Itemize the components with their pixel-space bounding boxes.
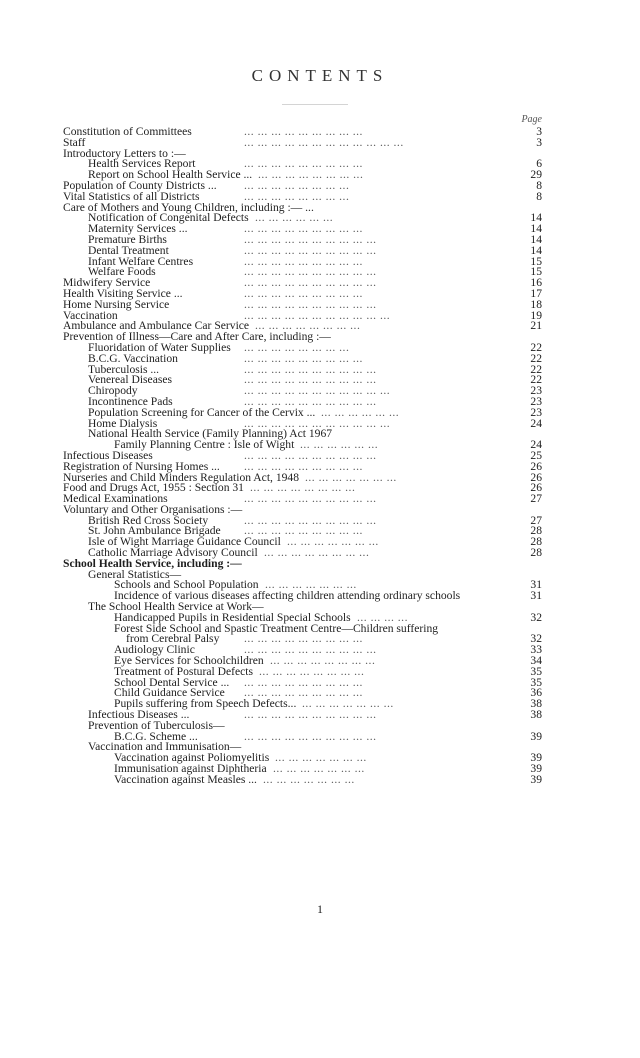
leader-dots: ... ... ... ... ... ... ... ... ... xyxy=(244,286,363,300)
toc-entry-page: 22 xyxy=(530,362,542,376)
toc-entry-title: Dental Treatment xyxy=(88,243,169,257)
toc-entry-title: School Dental Service ... xyxy=(114,675,230,689)
leader-dots: ... ... ... ... ... ... ... ... ... xyxy=(244,686,363,700)
toc-entry-title: B.C.G. Scheme ... xyxy=(114,729,198,743)
leader-dots: ... ... ... ... ... ... xyxy=(321,405,400,419)
toc-entry-title: Introductory Letters to :— xyxy=(63,146,186,160)
toc-entry-title: Voluntary and Other Organisations :— xyxy=(63,502,243,516)
toc-entry-title: Tuberculosis ... xyxy=(88,362,160,376)
toc-entry xyxy=(0,720,640,731)
toc-entry-title: Population Screening for Cancer of the Cervix ... xyxy=(88,405,316,419)
toc-entry-title: Child Guidance Service xyxy=(114,686,225,700)
leader-dots: ... ... ... ... ... ... ... xyxy=(273,762,365,776)
toc-entry-title: Vaccination and Immunisation— xyxy=(88,740,242,754)
toc-entry-page: 14 xyxy=(530,222,542,236)
toc-entry-page: 38 xyxy=(530,697,542,711)
leader-dots: ... ... ... ... ... ... ... ... ... ... xyxy=(244,708,377,722)
leader-dots: ... ... ... ... ... ... ... ... ... xyxy=(244,524,363,538)
toc-entry-title: Midwifery Service xyxy=(63,276,151,290)
toc-entry-page: 28 xyxy=(530,546,542,560)
leader-dots: ... ... ... ... ... ... ... ... xyxy=(250,481,356,495)
toc-entry-title: Incontinence Pads xyxy=(88,394,173,408)
toc-entry-page: 24 xyxy=(530,416,542,430)
toc-entry-title: General Statistics— xyxy=(88,567,182,581)
toc-entry-page: 26 xyxy=(530,470,542,484)
toc-entry-title: Audiology Clinic xyxy=(114,643,195,657)
toc-entry-page: 21 xyxy=(530,319,542,333)
toc-entry-title: from Cerebral Palsy xyxy=(126,632,220,646)
leader-dots: ... ... ... ... ... ... ... ... xyxy=(244,178,350,192)
toc-entry-title: Catholic Marriage Advisory Council xyxy=(88,546,258,560)
toc-entry-page: 15 xyxy=(530,265,542,279)
toc-entry-page: 35 xyxy=(530,664,542,678)
leader-dots: ... ... ... ... ... ... ... ... ... ... ... xyxy=(244,384,391,398)
leader-dots: ... ... ... ... ... ... ... ... ... ... xyxy=(244,448,377,462)
toc-entry-title: Report on School Health Service ... xyxy=(88,168,253,182)
toc-entry-page: 28 xyxy=(530,535,542,549)
toc-entry-page: 14 xyxy=(530,243,542,257)
leader-dots: ... ... ... ... ... ... ... ... ... ... xyxy=(244,492,377,506)
toc-entry-page: 14 xyxy=(530,232,542,246)
toc-entry-title: Family Planning Centre : Isle of Wight xyxy=(114,438,295,452)
toc-entry-title: Incidence of various diseases affecting children attending ordinary schools xyxy=(114,589,461,603)
toc-entry-title: British Red Cross Society xyxy=(88,513,209,527)
toc-entry-title: Health Services Report xyxy=(88,157,196,171)
toc-entry-title: Nurseries and Child Minders Regulation Act, 1948 xyxy=(63,470,300,484)
toc-entry xyxy=(0,299,640,310)
toc-entry-page: 14 xyxy=(530,211,542,225)
toc-entry-title: Fluoridation of Water Supplies xyxy=(88,340,231,354)
table-of-contents xyxy=(0,126,640,785)
leader-dots: ... ... ... ... ... ... ... ... ... ... xyxy=(244,362,377,376)
leader-dots: ... ... ... ... ... ... ... ... xyxy=(255,319,361,333)
leader-dots: ... ... ... ... ... ... ... xyxy=(265,578,357,592)
leader-dots: ... ... ... ... ... ... ... ... ... ... xyxy=(244,373,377,387)
leader-dots: ... ... ... ... ... ... ... xyxy=(263,772,355,786)
toc-entry-title: School Health Service, including :— xyxy=(63,556,242,570)
leader-dots: ... ... ... ... ... ... xyxy=(300,438,379,452)
toc-entry-title: Isle of Wight Marriage Guidance Council xyxy=(88,535,281,549)
leader-dots: ... ... ... ... ... ... ... ... ... ... ... xyxy=(244,308,391,322)
toc-entry-title: Prevention of Tuberculosis— xyxy=(88,718,225,732)
toc-entry-page: 36 xyxy=(530,686,542,700)
leader-dots: ... ... ... ... ... ... ... ... ... ... xyxy=(244,297,377,311)
toc-entry-title: Chiropody xyxy=(88,384,138,398)
toc-entry-title: Venereal Diseases xyxy=(88,373,173,387)
toc-entry-title: Vaccination xyxy=(63,308,118,322)
toc-entry-title: Medical Examinations xyxy=(63,492,168,506)
toc-entry-title: Infant Welfare Centres xyxy=(88,254,194,268)
leader-dots: ... ... ... ... ... ... ... ... ... ... xyxy=(244,513,377,527)
leader-dots: ... ... ... ... ... ... ... ... ... xyxy=(244,157,363,171)
toc-entry-title: Constitution of Committees xyxy=(63,125,192,138)
toc-entry-page: 32 xyxy=(530,610,542,624)
toc-entry-title: Ambulance and Ambulance Car Service xyxy=(63,319,250,333)
toc-entry-title: Treatment of Postural Defects xyxy=(114,664,253,678)
toc-entry-page: 18 xyxy=(530,297,542,311)
toc-entry-page: 35 xyxy=(530,675,542,689)
leader-dots: ... ... ... ... ... ... ... xyxy=(302,697,394,711)
toc-entry-title: Pupils suffering from Speech Defects... xyxy=(114,697,297,711)
toc-entry-title: Eye Services for Schoolchildren xyxy=(114,654,264,668)
toc-entry-page: 24 xyxy=(530,438,542,452)
leader-dots: ... ... ... ... ... ... ... ... ... ... xyxy=(244,643,377,657)
toc-entry-title: Home Nursing Service xyxy=(63,297,170,311)
toc-entry-page: 31 xyxy=(530,578,542,592)
leader-dots: ... ... ... ... ... ... ... ... ... ... xyxy=(244,232,377,246)
toc-entry-page: 31 xyxy=(530,589,542,603)
leader-dots: ... ... ... ... ... ... ... ... ... ... ... ... xyxy=(244,135,404,149)
toc-entry-page: 38 xyxy=(530,708,542,722)
toc-entry-page: 22 xyxy=(530,373,542,387)
toc-entry-page: 15 xyxy=(530,254,542,268)
leader-dots: ... ... ... ... ... ... ... ... ... xyxy=(244,675,363,689)
toc-entry-page: 29 xyxy=(530,168,542,182)
toc-entry xyxy=(0,353,640,364)
toc-entry-title: Prevention of Illness—Care and After Care, including :— xyxy=(63,330,331,344)
leader-dots: ... ... ... ... ... ... xyxy=(255,211,334,225)
toc-entry-title: The School Health Service at Work— xyxy=(88,600,264,614)
toc-entry xyxy=(0,137,640,148)
leader-dots: ... ... ... ... ... ... ... ... ... ... xyxy=(244,265,377,279)
leader-dots: ... ... ... ... ... ... ... ... xyxy=(258,168,364,182)
leader-dots: ... ... ... ... ... ... ... ... ... ... xyxy=(244,243,377,257)
toc-entry xyxy=(0,774,640,785)
leader-dots: ... ... ... ... ... ... ... ... xyxy=(270,654,376,668)
toc-entry-page: 26 xyxy=(530,481,542,495)
toc-entry-title: Infectious Diseases ... xyxy=(88,708,190,722)
page-title: CONTENTS xyxy=(251,66,389,85)
toc-entry-title: Notification of Congenital Defects xyxy=(88,211,249,225)
toc-entry-title: Forest Side School and Spastic Treatment Centre—Children suffering xyxy=(114,621,439,635)
title-divider xyxy=(282,104,348,105)
page-number: 1 xyxy=(317,902,323,916)
leader-dots: ... ... ... ... ... ... ... ... ... ... xyxy=(244,729,377,743)
toc-entry-title: Premature Births xyxy=(88,232,167,246)
leader-dots: ... ... ... ... ... ... ... xyxy=(287,535,379,549)
toc-entry-page: 22 xyxy=(530,351,542,365)
toc-entry-title: Home Dialysis xyxy=(88,416,158,430)
toc-entry-page: 17 xyxy=(530,286,542,300)
toc-entry-title: Population of County Districts ... xyxy=(63,178,217,192)
toc-entry-title: Handicapped Pupils in Residential Special Schools xyxy=(114,610,351,624)
toc-entry-title: Schools and School Population xyxy=(114,578,259,592)
leader-dots: ... ... ... ... ... ... ... ... ... xyxy=(244,222,363,236)
toc-entry xyxy=(0,245,640,256)
toc-entry-page: 26 xyxy=(530,459,542,473)
toc-entry-title: Care of Mothers and Young Children, including :— ... xyxy=(63,200,314,214)
toc-entry-title: St. John Ambulance Brigade xyxy=(88,524,221,538)
toc-entry-page: 3 xyxy=(536,125,542,138)
toc-entry-title: Maternity Services ... xyxy=(88,222,188,236)
toc-entry-page: 19 xyxy=(530,308,542,322)
toc-entry-title: Infectious Diseases xyxy=(63,448,153,462)
toc-entry-page: 25 xyxy=(530,448,542,462)
toc-entry-page: 27 xyxy=(530,492,542,506)
toc-entry-page: 8 xyxy=(536,178,542,192)
toc-entry-page: 22 xyxy=(530,340,542,354)
toc-entry-title: Vaccination against Poliomyelitis xyxy=(114,751,270,765)
toc-entry-page: 39 xyxy=(530,729,542,743)
toc-entry-title: Vital Statistics of all Districts xyxy=(63,189,200,203)
toc-entry-title: Health Visiting Service ... xyxy=(63,286,183,300)
leader-dots: ... ... ... ... ... ... ... xyxy=(275,751,367,765)
leader-dots: ... ... ... ... ... ... ... ... ... xyxy=(244,459,363,473)
toc-entry-title: Immunisation against Diphtheria xyxy=(114,762,267,776)
toc-entry-page: 6 xyxy=(536,157,542,171)
toc-entry-page: 16 xyxy=(530,276,542,290)
toc-entry xyxy=(0,407,640,418)
leader-dots: ... ... ... ... ... ... ... ... xyxy=(264,546,370,560)
leader-dots: ... ... ... ... ... ... ... ... ... xyxy=(244,254,363,268)
toc-entry-page: 34 xyxy=(530,654,542,668)
leader-dots: ... ... ... ... ... ... ... ... xyxy=(244,189,350,203)
leader-dots: ... ... ... ... xyxy=(357,610,408,624)
leader-dots: ... ... ... ... ... ... ... ... xyxy=(244,340,350,354)
leader-dots: ... ... ... ... ... ... ... xyxy=(305,470,397,484)
toc-entry-title: B.C.G. Vaccination xyxy=(88,351,178,365)
toc-entry-page: 39 xyxy=(530,751,542,765)
leader-dots: ... ... ... ... ... ... ... ... ... ... ... xyxy=(244,416,391,430)
toc-entry-page: 39 xyxy=(530,762,542,776)
toc-entry xyxy=(0,191,640,202)
leader-dots: ... ... ... ... ... ... ... ... ... xyxy=(244,632,363,646)
toc-entry-title: National Health Service (Family Planning) Act 1967 xyxy=(88,427,333,441)
toc-entry-page: 23 xyxy=(530,394,542,408)
toc-entry xyxy=(0,461,640,472)
toc-entry-page: 3 xyxy=(536,135,542,149)
toc-entry-page: 32 xyxy=(530,632,542,646)
toc-entry-page: 23 xyxy=(530,384,542,398)
toc-entry-title: Staff xyxy=(63,135,86,149)
toc-entry-page: 8 xyxy=(536,189,542,203)
page-column-heading: Page xyxy=(521,114,542,125)
toc-entry-title: Food and Drugs Act, 1955 : Section 31 xyxy=(63,481,244,495)
toc-entry-page: 28 xyxy=(530,524,542,538)
toc-entry-page: 33 xyxy=(530,643,542,657)
leader-dots: ... ... ... ... ... ... ... ... ... xyxy=(244,125,363,138)
leader-dots: ... ... ... ... ... ... ... ... ... xyxy=(244,351,363,365)
toc-entry-title: Welfare Foods xyxy=(88,265,156,279)
toc-entry-page: 23 xyxy=(530,405,542,419)
leader-dots: ... ... ... ... ... ... ... ... xyxy=(259,664,365,678)
leader-dots: ... ... ... ... ... ... ... ... ... ... xyxy=(244,394,377,408)
leader-dots: ... ... ... ... ... ... ... ... ... ... xyxy=(244,276,377,290)
toc-entry-title: Registration of Nursing Homes ... xyxy=(63,459,220,473)
toc-entry-title: Vaccination against Measles ... xyxy=(114,772,257,786)
toc-entry-page: 27 xyxy=(530,513,542,527)
toc-entry-page: 39 xyxy=(530,772,542,786)
